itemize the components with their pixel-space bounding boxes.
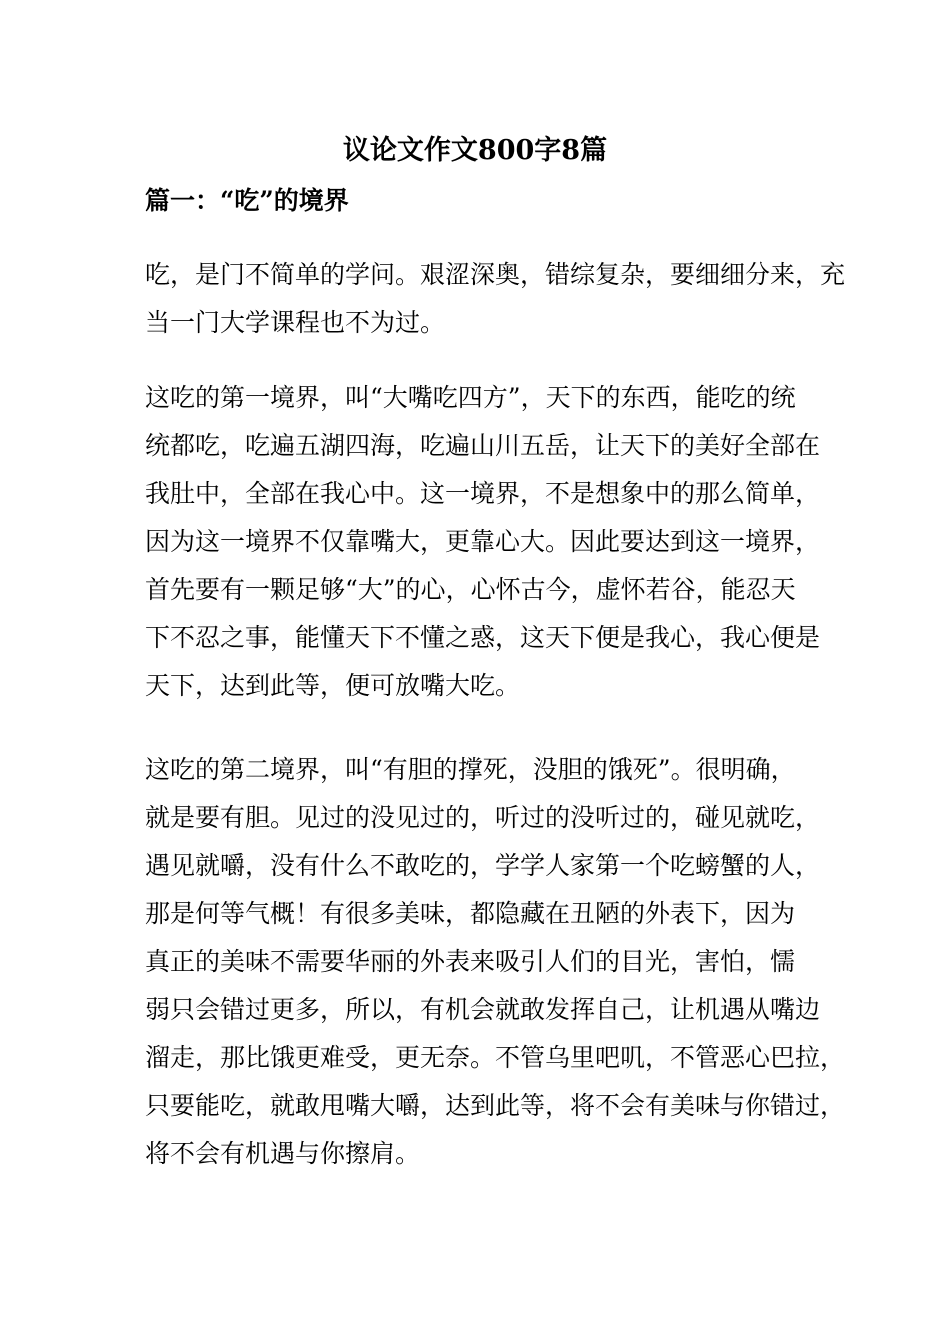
paragraph-line: 这吃的第二境界，叫“有胆的撑死，没胆的饿死”。很明确， — [145, 755, 796, 784]
paragraph-line: 将不会有机遇与你擦肩。 — [145, 1139, 421, 1168]
paragraph-first-realm — [145, 374, 821, 710]
paragraph-line: 天下，达到此等，便可放嘴大吃。 — [145, 671, 521, 700]
paragraph-line: 当一门大学课程也不为过。 — [145, 308, 446, 337]
paragraph-line: 因为这一境界不仅靠嘴大，更靠心大。因此要达到这一境界， — [145, 527, 821, 556]
document-title: 议论文作文800字8篇 — [342, 135, 608, 166]
paragraph-line: 弱只会错过更多，所以，有机会就敢发挥自己，让机遇从嘴边 — [145, 995, 821, 1024]
paragraph-line: 遇见就嚼，没有什么不敢吃的，学学人家第一个吃螃蟹的人， — [145, 851, 821, 880]
paragraph-line: 那是何等气概！有很多美味，都隐藏在丑陋的外表下，因为 — [145, 899, 796, 928]
paragraph-line: 我肚中，全部在我心中。这一境界，不是想象中的那么简单， — [145, 479, 821, 508]
paragraph-line: 就是要有胆。见过的没见过的，听过的没听过的，碰见就吃， — [145, 803, 821, 832]
paragraph-line: 统都吃，吃遍五湖四海，吃遍山川五岳，让天下的美好全部在 — [145, 431, 821, 460]
paragraph-line: 真正的美味不需要华丽的外表来吸引人们的目光，害怕，懦 — [145, 947, 796, 976]
paragraph-line: 溜走，那比饿更难受，更无奈。不管乌里吧叽，不管恶心巴拉， — [145, 1043, 846, 1072]
paragraph-line: 只要能吃，就敢甩嘴大嚼，达到此等，将不会有美味与你错过， — [145, 1091, 846, 1120]
paragraph-line: 这吃的第一境界，叫“大嘴吃四方”，天下的东西，能吃的统 — [145, 383, 796, 412]
paragraph-line: 吃，是门不简单的学问。艰涩深奥，错综复杂，要细细分来，充 — [145, 260, 846, 289]
section-heading: 篇一：“吃”的境界 — [145, 186, 349, 215]
paragraph-line: 首先要有一颗足够“大”的心，心怀古今，虚怀若谷，能忍天 — [145, 575, 796, 604]
paragraph-intro — [145, 251, 846, 347]
paragraph-second-realm — [145, 746, 846, 1178]
paragraph-line: 下不忍之事，能懂天下不懂之惑，这天下便是我心，我心便是 — [145, 623, 821, 652]
